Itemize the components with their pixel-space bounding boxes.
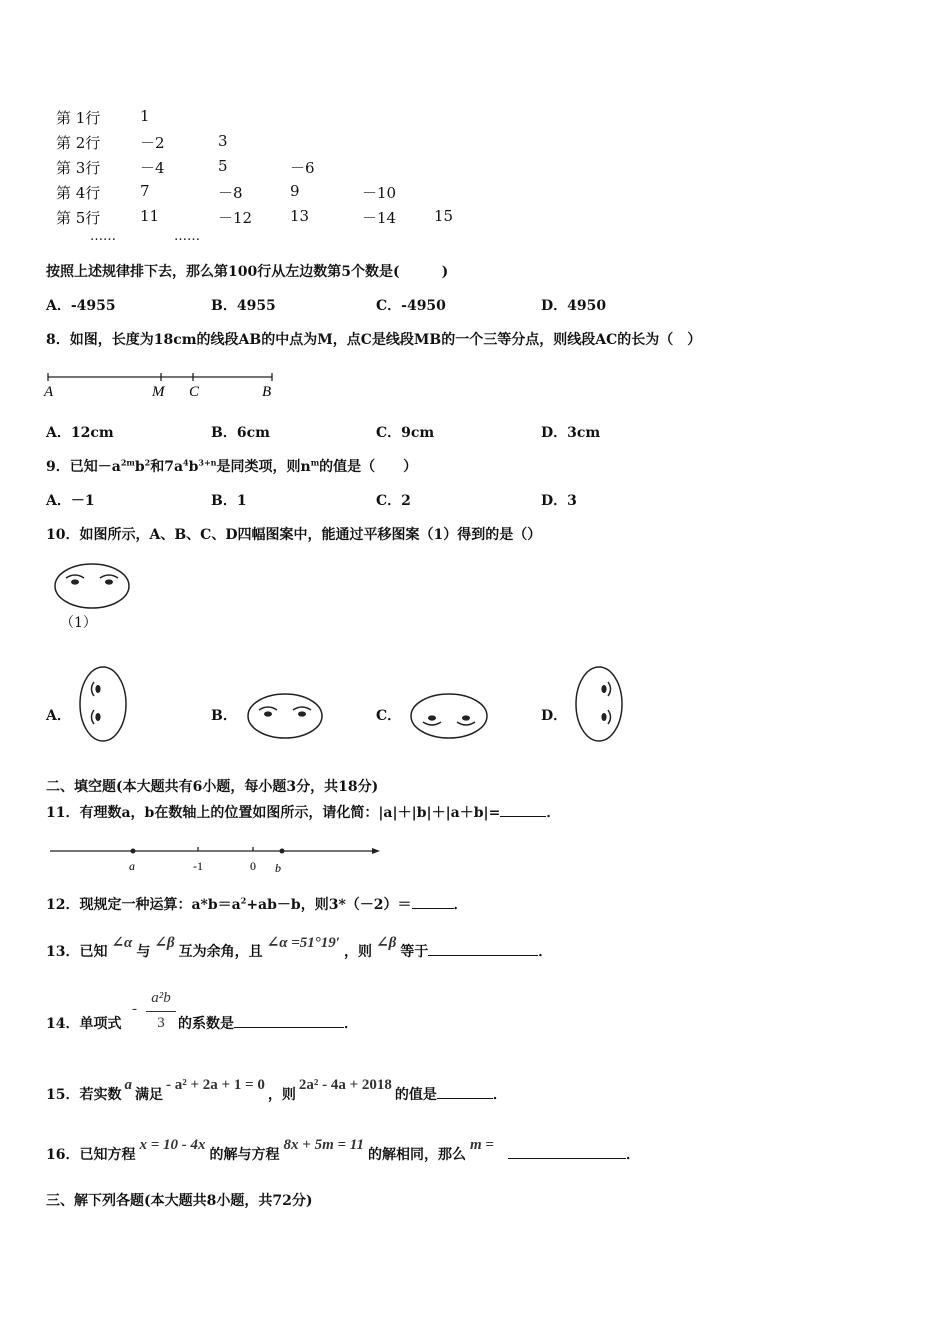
row-label: 第 4行 [56, 184, 101, 202]
q10-option-b[interactable]: B． [211, 708, 237, 724]
answer-blank[interactable] [508, 1158, 626, 1159]
face-pattern-a [76, 664, 130, 744]
q9-option-b[interactable]: B．1 [211, 493, 247, 509]
answer-blank[interactable] [437, 1098, 493, 1099]
face-pattern-figure-1 [50, 560, 134, 612]
triangle-number: －10 [362, 184, 397, 202]
q9-option-a[interactable]: A．－1 [46, 493, 95, 509]
angle-beta: ∠β [154, 935, 175, 951]
equation-1: x = 10 - 4x [139, 1137, 206, 1153]
section-2-heading: 二、填空题(本大题共有6小题，每小题3分，共18分) [46, 779, 379, 795]
point-label-c: C [189, 384, 200, 400]
q7-option-d[interactable]: D．4950 [541, 298, 607, 314]
minus-sign: - [132, 1001, 137, 1017]
axis-label-b: b [275, 861, 281, 875]
figure-1-label: （1） [60, 615, 97, 631]
row-label: 第 5行 [56, 209, 101, 227]
triangle-number: 7 [140, 182, 150, 200]
q16-stem: 16．已知方程x = 10 - 4x的解与方程8x + 5m = 11的解相同，那么m =． [46, 1137, 640, 1163]
q10-option-c[interactable]: C． [376, 708, 402, 724]
triangle-number: 9 [290, 182, 300, 200]
q13-stem: 13．已知∠α与∠β互为余角，且∠α =51°19′，则∠β等于 ． [46, 935, 553, 960]
q11-stem: 11．有理数a，b在数轴上的位置如图所示，请化简：|a|＋|b|＋|a＋b|= ． [46, 805, 561, 821]
ellipsis: …… [90, 229, 116, 244]
answer-blank[interactable] [412, 908, 454, 909]
row-label: 第 3行 [56, 159, 101, 177]
face-pattern-c [406, 690, 492, 742]
angle-alpha: ∠α [111, 935, 133, 951]
q9-option-c[interactable]: C．2 [376, 493, 411, 509]
q7-option-b[interactable]: B．4955 [211, 298, 276, 314]
expression: 2a² - 4a + 2018 [298, 1077, 392, 1093]
row-label: 第 1行 [56, 109, 101, 127]
face-pattern-b [243, 690, 327, 742]
fraction-bar [146, 1011, 176, 1012]
q8-stem: 8．如图，长度为18cm的线段AB的中点为M，点C是线段MB的一个三等分点，则线段AC的长为（ ） [46, 332, 702, 348]
q7-option-c[interactable]: C．-4950 [376, 298, 446, 314]
angle-beta: ∠β [376, 935, 397, 951]
q8-option-d[interactable]: D．3cm [541, 425, 601, 441]
triangle-number: －6 [290, 159, 315, 177]
point-label-b: B [262, 384, 272, 400]
q7-option-a[interactable]: A．-4955 [46, 298, 116, 314]
point-label-m: M [152, 384, 165, 400]
triangle-number: －8 [218, 184, 243, 202]
answer-blank[interactable] [500, 816, 546, 817]
triangle-number: 11 [140, 207, 160, 225]
angle-alpha-value: ∠α =51°19′ [266, 935, 341, 951]
ellipsis: …… [174, 229, 200, 244]
equation: - a² + 2a + 1 = 0 [165, 1077, 265, 1093]
q9-stem: 9．已知$-a^{2m}b^2$和$7a^4b^{3+n}$是同类项，则$n^m$的值是（ ） [46, 457, 418, 475]
q8-option-c[interactable]: C．9cm [376, 425, 435, 441]
section-3-heading: 三、解下列各题(本大题共8小题，共72分) [46, 1193, 313, 1209]
q14-stem-tail: 的系数是 ． [178, 1016, 358, 1032]
fraction-numerator: a²b [151, 990, 171, 1006]
q10-option-d[interactable]: D． [541, 708, 568, 724]
variable-a: a [124, 1077, 132, 1093]
q8-option-a[interactable]: A．12cm [46, 425, 114, 441]
triangle-number: －12 [218, 209, 253, 227]
q7-stem: 按照上述规律排下去，那么第100行从左边数第5个数是( ) [46, 264, 449, 280]
q8-option-b[interactable]: B．6cm [211, 425, 270, 441]
axis-label-a: a [129, 859, 135, 873]
triangle-number: －4 [140, 159, 165, 177]
axis-label-neg1: -1 [193, 859, 203, 873]
q12-stem: 12．现规定一种运算：$a*b=a^2+ab-b$，则3*（－2）＝ ． [46, 895, 468, 913]
q10-stem: 10．如图所示，A、B、C、D四幅图案中，能通过平移图案（1）得到的是（） [46, 527, 542, 543]
variable-m: m = [469, 1137, 494, 1153]
number-line-figure [46, 838, 386, 876]
triangle-number: －2 [140, 134, 165, 152]
triangle-number: 5 [218, 157, 228, 175]
triangle-number: 1 [140, 107, 150, 125]
answer-blank[interactable] [234, 1027, 344, 1028]
axis-label-0: 0 [250, 859, 256, 873]
fraction-denominator: 3 [157, 1015, 165, 1031]
row-label: 第 2行 [56, 134, 101, 152]
face-pattern-d [572, 664, 626, 744]
triangle-number: 13 [290, 207, 310, 225]
q9-option-d[interactable]: D．3 [541, 493, 577, 509]
triangle-number: －14 [362, 209, 397, 227]
q10-option-a[interactable]: A． [46, 708, 71, 724]
line-segment-figure [40, 368, 290, 404]
triangle-number: 3 [218, 132, 228, 150]
point-label-a: A [44, 384, 54, 400]
q14-stem: 14．单项式 [46, 1016, 122, 1032]
answer-blank[interactable] [428, 955, 538, 956]
q15-stem: 15．若实数a满足- a² + 2a + 1 = 0，则2a² - 4a + 2018的值是 ． [46, 1077, 507, 1103]
triangle-number: 15 [434, 207, 454, 225]
equation-2: 8x + 5m = 11 [283, 1137, 364, 1153]
